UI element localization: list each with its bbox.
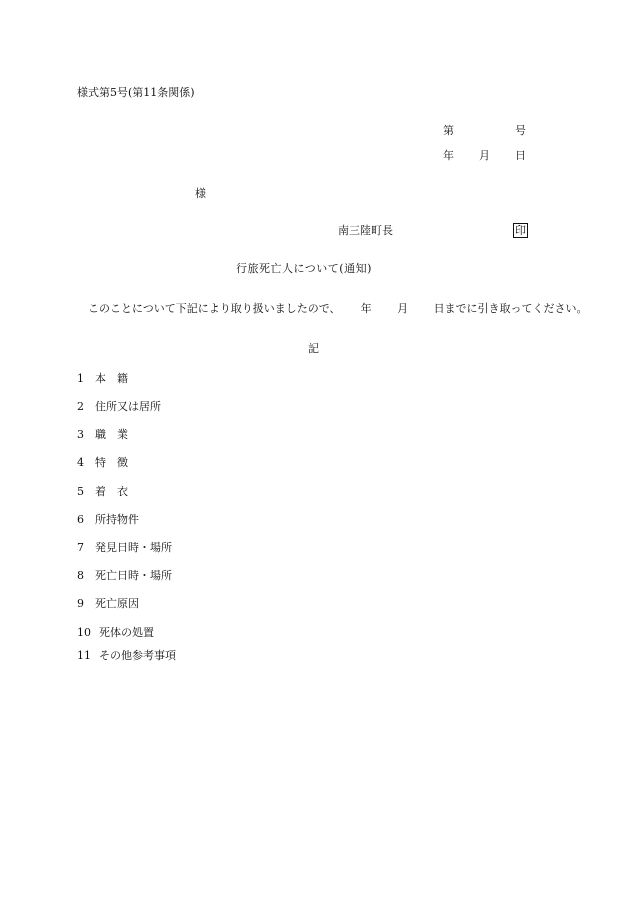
list-item: 4 特 徴 <box>77 456 128 469</box>
body-year: 年 <box>360 302 372 315</box>
number-prefix: 第 <box>443 124 454 137</box>
date-day: 日 <box>515 149 526 162</box>
list-item: 1 本 籍 <box>77 372 128 385</box>
list-item: 3 職 業 <box>77 428 128 441</box>
body-paragraph <box>77 298 588 320</box>
list-item: 6 所持物件 <box>77 513 139 526</box>
list-item: 2 住所又は居所 <box>77 400 161 413</box>
list-item: 9 死亡原因 <box>77 597 139 610</box>
list-item: 11 その他参考事項 <box>77 649 176 662</box>
list-item: 5 着 衣 <box>77 485 128 498</box>
seal-mark <box>513 223 528 238</box>
list-item: 10 死体の処置 <box>77 626 154 639</box>
number-suffix: 号 <box>515 124 526 137</box>
ki-heading: 記 <box>308 342 319 355</box>
body-text-1: このことについて下記により取り扱いましたので、 <box>88 302 336 315</box>
date-year: 年 <box>443 149 454 162</box>
document-title: 行旅死亡人について(通知) <box>236 262 372 275</box>
addressee-suffix: 様 <box>195 187 206 200</box>
list-item: 8 死亡日時・場所 <box>77 569 172 582</box>
sender-name: 南三陸町長 <box>338 224 393 237</box>
body-text-2: 日までに引き取ってください。 <box>433 302 588 315</box>
form-label: 様式第5号(第11条関係) <box>77 86 195 99</box>
date-month: 月 <box>479 149 490 162</box>
body-month: 月 <box>397 302 409 315</box>
seal-box: 印 <box>515 224 526 237</box>
list-item: 7 発見日時・場所 <box>77 541 172 554</box>
